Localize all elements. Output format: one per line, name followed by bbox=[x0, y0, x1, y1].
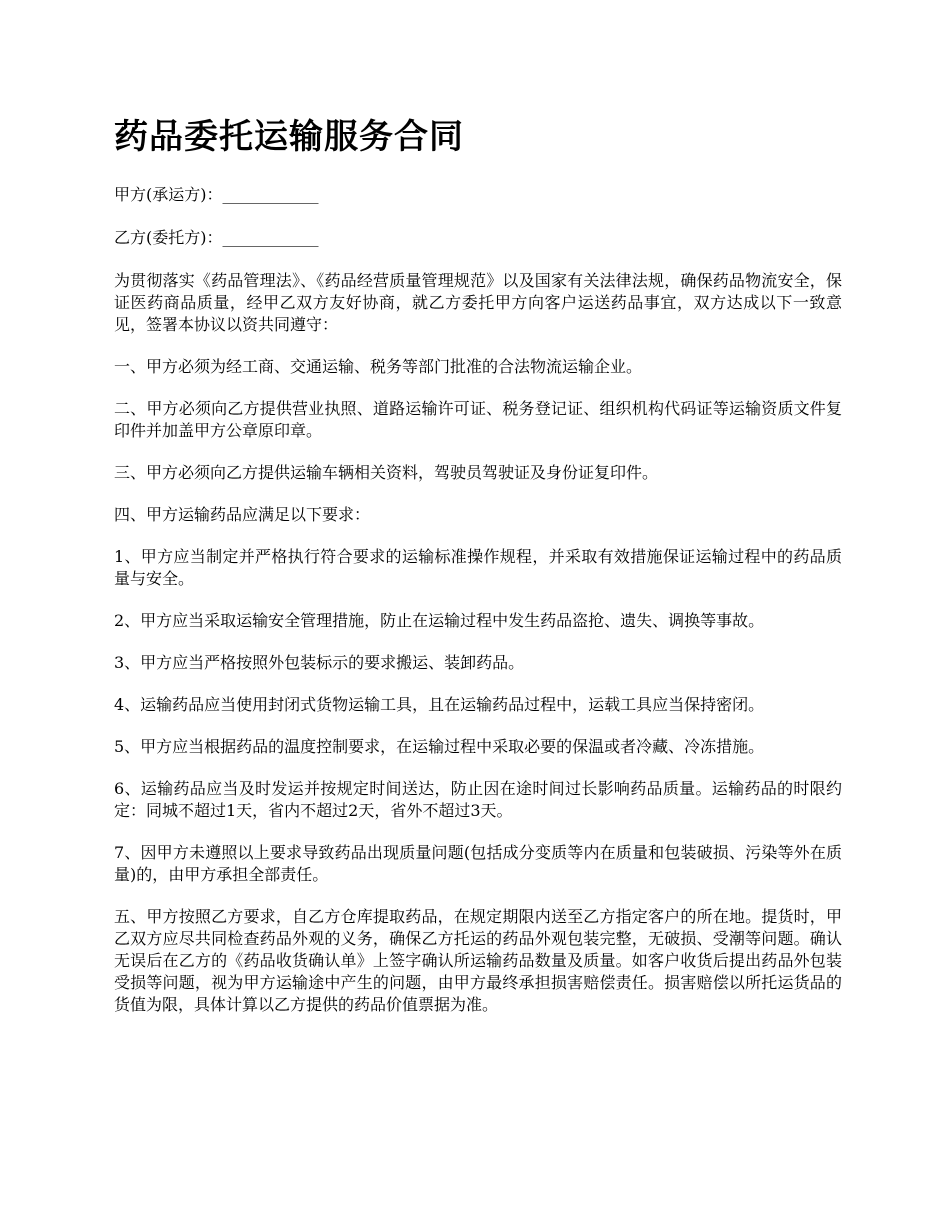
clause-3: 三、甲方必须向乙方提供运输车辆相关资料，驾驶员驾驶证及身份证复印件。 bbox=[114, 463, 659, 482]
clause-4-item-3: 3、甲方应当严格按照外包装标示的要求搬运、装卸药品。 bbox=[114, 653, 525, 672]
clause-4-item-4: 4、运输药品应当使用封闭式货物运输工具，且在运输药品过程中，运载工具应当保持密闭。 bbox=[114, 695, 765, 714]
clause-4: 四、甲方运输药品应满足以下要求： bbox=[114, 505, 371, 524]
document-title: 药品委托运输服务合同 bbox=[114, 117, 464, 157]
clause-2: 二、甲方必须向乙方提供营业执照、道路运输许可证、税务登记证、组织机构代码证等运输资质文件复印件并加盖甲方公章原印章。 bbox=[114, 399, 842, 440]
contract-document bbox=[114, 112, 842, 1036]
clause-4-item-5: 5、甲方应当根据药品的温度控制要求，在运输过程中采取必要的保温或者冷藏、冷冻措施。 bbox=[114, 737, 765, 756]
clause-4-item-2: 2、甲方应当采取运输安全管理措施，防止在运输过程中发生药品盗抢、遗失、调换等事故。 bbox=[114, 611, 765, 630]
clause-4-item-6: 6、运输药品应当及时发运并按规定时间送达，防止因在途时间过长影响药品质量。运输药品的时限约定：同城不超过1天，省内不超过2天，省外不超过3天。 bbox=[114, 779, 842, 820]
party-b-line: 乙方(委托方)：____________ bbox=[114, 228, 319, 247]
clause-4-item-7: 7、因甲方未遵照以上要求导致药品出现质量问题(包括成分变质等内在质量和包装破损、污染等外在质量)的，由甲方承担全部责任。 bbox=[114, 843, 842, 884]
clause-4-item-1: 1、甲方应当制定并严格执行符合要求的运输标准操作规程，并采取有效措施保证运输过程中的药品质量与安全。 bbox=[114, 547, 842, 588]
party-a-line: 甲方(承运方)：____________ bbox=[114, 185, 319, 204]
preamble-paragraph: 为贯彻落实《药品管理法》、《药品经营质量管理规范》以及国家有关法律法规，确保药品物流安全，保证医药商品质量，经甲乙双方友好协商，就乙方委托甲方向客户运送药品事宜，双方达成以下一致意见，签署本协议以资共同遵守： bbox=[114, 271, 842, 334]
clause-1: 一、甲方必须为经工商、交通运输、税务等部门批准的合法物流运输企业。 bbox=[114, 357, 643, 376]
clause-5: 五、甲方按照乙方要求，自乙方仓库提取药品，在规定期限内送至乙方指定客户的所在地。提货时，甲乙双方应尽共同检查药品外观的义务，确保乙方托运的药品外观包装完整，无破损、受潮等问题。确认无误后在乙方的《药品收货确认单》上签字确认所运输药品数量及质量。如客户收货后提出药品外包装受损等问题，视为甲方运输途中产生的问题，由甲方最终承担损害赔偿责任。损害赔偿以所托运货品的货值为限，具体计算以乙方提供的药品价值票据为准。 bbox=[114, 907, 842, 1014]
